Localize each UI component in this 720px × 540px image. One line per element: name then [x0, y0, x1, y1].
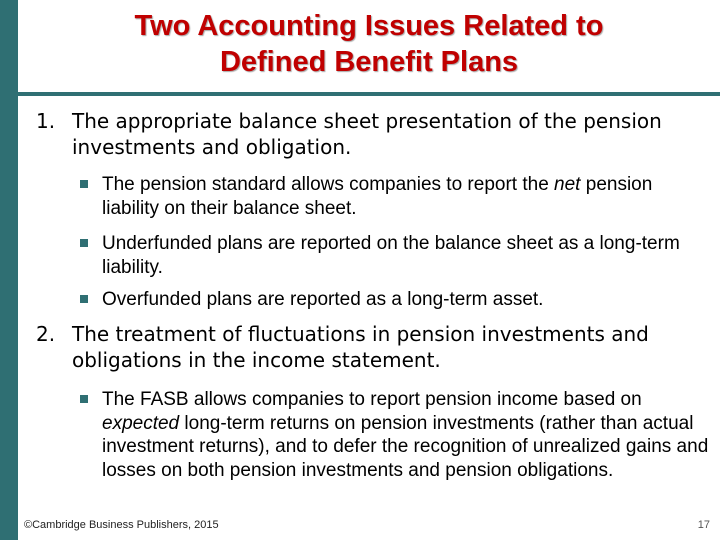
bullet-item [80, 173, 710, 220]
numbered-item-1 [36, 108, 706, 160]
item-text: The treatment of fluctuations in pension investments and obligations in the income statement. [72, 322, 649, 372]
item-number: 2. [36, 322, 56, 346]
item-text: The appropriate balance sheet presentation of the pension investments and obligation. [72, 109, 662, 159]
title-divider [18, 92, 720, 96]
square-bullet-icon [80, 295, 88, 303]
square-bullet-icon [80, 395, 88, 403]
slide-title [18, 8, 720, 80]
title-line-1: Two Accounting Issues Related to [134, 10, 604, 42]
square-bullet-icon [80, 239, 88, 247]
left-accent-bar [0, 0, 18, 540]
square-bullet-icon [80, 180, 88, 188]
bullet-item [80, 388, 710, 482]
bullet-text: The pension standard allows companies to report the net pension liability on their balance sheet. [102, 174, 653, 219]
page-number: 17 [697, 519, 710, 531]
bullet-text: Underfunded plans are reported on the balance sheet as a long-term liability. [102, 233, 680, 278]
bullet-item [80, 232, 710, 279]
bullet-item [80, 288, 710, 312]
numbered-item-2 [36, 321, 706, 373]
title-line-2: Defined Benefit Plans [219, 46, 519, 78]
bullet-text: Overfunded plans are reported as a long-term asset. [102, 289, 544, 310]
copyright-footer: ©Cambridge Business Publishers, 2015 [24, 519, 219, 531]
item-number: 1. [36, 109, 56, 133]
bullet-text: The FASB allows companies to report pension income based on expected long-term returns on pension investments (rather than actual investment returns), and to defer the recognition of unrealized gains and losses on both pension investments and pension obligations. [102, 389, 709, 481]
